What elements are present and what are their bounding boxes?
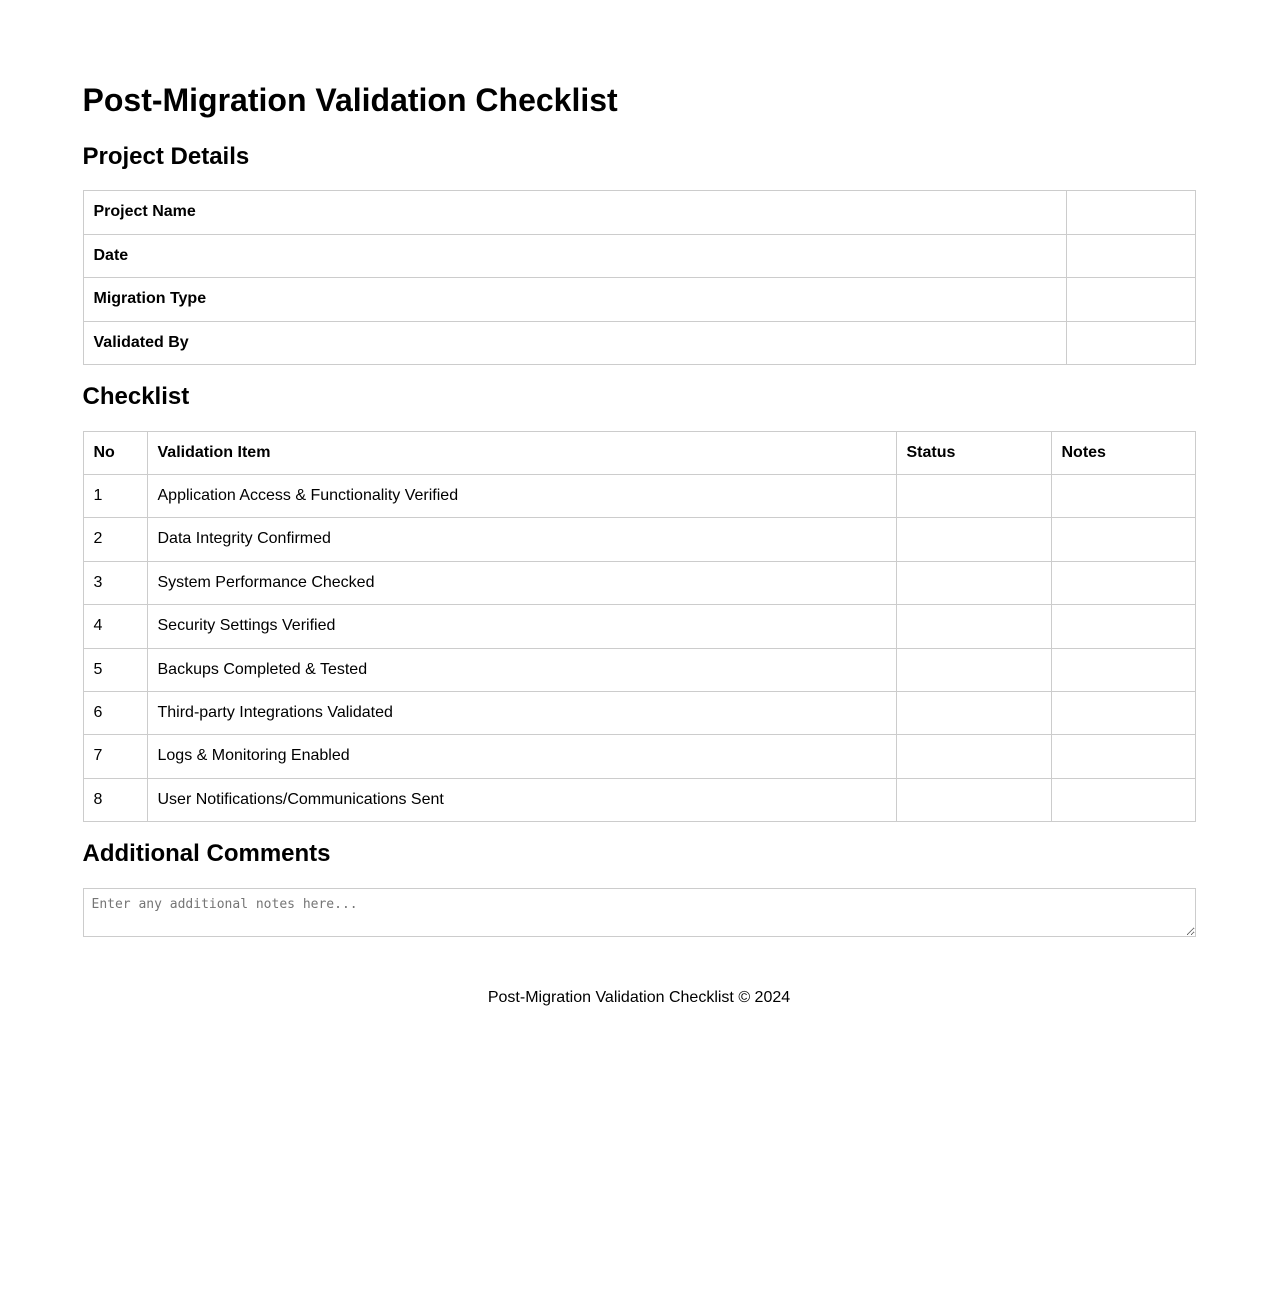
additional-comments-input[interactable] — [83, 888, 1196, 937]
column-header-no: No — [83, 431, 147, 474]
column-header-notes: Notes — [1051, 431, 1195, 474]
table-row — [83, 735, 1195, 778]
checklist-heading: Checklist — [82, 382, 190, 410]
checklist-no: 4 — [83, 605, 147, 648]
checklist-item: Backups Completed & Tested — [147, 648, 896, 691]
detail-value-project-name — [1066, 191, 1195, 234]
checklist-notes — [1051, 474, 1195, 517]
page — [83, 0, 1196, 1007]
table-row — [83, 648, 1195, 691]
page-title: Post-Migration Validation Checklist — [82, 82, 618, 118]
checklist-status — [896, 474, 1051, 517]
checklist-notes — [1051, 735, 1195, 778]
table-row — [83, 691, 1195, 734]
checklist-no: 5 — [83, 648, 147, 691]
checklist-no: 8 — [83, 778, 147, 821]
project-details-heading: Project Details — [82, 142, 250, 170]
checklist-notes — [1051, 518, 1195, 561]
checklist-item: User Notifications/Communications Sent — [147, 778, 896, 821]
table-row — [83, 234, 1195, 277]
additional-comments-heading: Additional Comments — [82, 840, 331, 868]
checklist-notes — [1051, 691, 1195, 734]
checklist-item: Application Access & Functionality Verified — [147, 474, 896, 517]
checklist-status — [896, 561, 1051, 604]
table-row — [83, 561, 1195, 604]
checklist-item: Third-party Integrations Validated — [147, 691, 896, 734]
detail-label-validated-by: Validated By — [83, 321, 1066, 364]
table-row — [83, 518, 1195, 561]
detail-value-date — [1066, 234, 1195, 277]
checklist-status — [896, 778, 1051, 821]
checklist-no: 3 — [83, 561, 147, 604]
column-header-item: Validation Item — [147, 431, 896, 474]
table-row — [83, 278, 1195, 321]
checklist-no: 6 — [83, 691, 147, 734]
checklist-no: 1 — [83, 474, 147, 517]
table-row — [83, 321, 1195, 364]
detail-value-validated-by — [1066, 321, 1195, 364]
table-row — [83, 191, 1195, 234]
checklist-notes — [1051, 561, 1195, 604]
checklist-item: Logs & Monitoring Enabled — [147, 735, 896, 778]
checklist-no: 2 — [83, 518, 147, 561]
table-row — [83, 778, 1195, 821]
detail-label-date: Date — [83, 234, 1066, 277]
checklist-status — [896, 605, 1051, 648]
detail-label-project-name: Project Name — [83, 191, 1066, 234]
checklist-status — [896, 648, 1051, 691]
checklist-header-row — [83, 431, 1195, 474]
checklist-no: 7 — [83, 735, 147, 778]
project-details-table — [83, 190, 1196, 365]
checklist-notes — [1051, 778, 1195, 821]
table-row — [83, 474, 1195, 517]
column-header-status: Status — [896, 431, 1051, 474]
checklist-notes — [1051, 648, 1195, 691]
checklist-table — [83, 431, 1196, 823]
checklist-notes — [1051, 605, 1195, 648]
checklist-item: Security Settings Verified — [147, 605, 896, 648]
checklist-status — [896, 518, 1051, 561]
checklist-status — [896, 691, 1051, 734]
footer-text: Post-Migration Validation Checklist © 2024 — [487, 988, 791, 1006]
table-row — [83, 605, 1195, 648]
checklist-item: System Performance Checked — [147, 561, 896, 604]
detail-value-migration-type — [1066, 278, 1195, 321]
detail-label-migration-type: Migration Type — [83, 278, 1066, 321]
checklist-status — [896, 735, 1051, 778]
checklist-item: Data Integrity Confirmed — [147, 518, 896, 561]
